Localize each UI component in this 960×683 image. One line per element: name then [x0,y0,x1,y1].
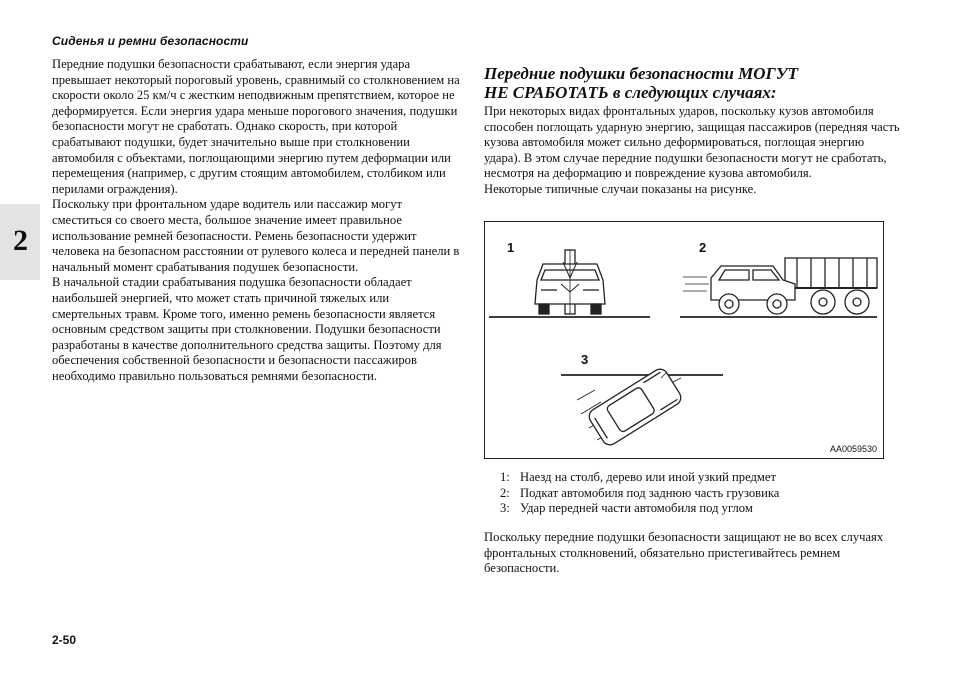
section-title-line2: НЕ СРАБОТАТЬ в следующих случаях: [484,83,777,102]
figure-label-2: 2 [699,240,707,255]
caption-number: 2: [500,485,510,500]
chapter-number: 2 [13,224,28,257]
section-title [484,64,904,102]
caption-number: 1: [500,470,510,484]
pole-impact-scene [489,250,650,317]
figure-label-1: 1 [507,240,515,255]
paragraph: Поскольку при фронтальном ударе водитель или пассажир могут сместиться со своего места, большое значение имеет правильное использование ремней безопасности. Ремень безопасности удержит человека на безопасном расстоянии от рулевого колеса и передней панели в начальный момент срабатывания подушек безопасности. [52,197,460,274]
safety-note: Поскольку передние подушки безопасности защищают не во всех случаях фронтальных столкновений, обязательно пристегивайтесь ремнем безопасности. [484,530,884,576]
page-number: 2-50 [52,633,77,647]
figure-code: AA0059530 [829,444,877,454]
figure-captions [500,470,900,517]
section-body [484,104,904,198]
caption-number: 3: [500,501,510,516]
paragraph: Передние подушки безопасности срабатывают, если энергия удара превышает некоторый пороговый уровень, сравнимый со столкновением на скорости около 25 км/ч с жестким неподвижным препятствием, которое не деформируется. Если энергия удара меньше порогового значения, подушки безопасности могут не сработать. Однако скорость, при которой срабатывают подушки, будет значительно выше при столкновении автомобиля с объектами, поглощающими энергию путем деформации или перемещения (например, с другим стоящим автомобилем, столбиком или перилами ограждения). [52,57,460,196]
paragraph: При некоторых видах фронтальных ударов, поскольку кузов автомобиля способен поглощать ударную энергию, защищая пассажиров (передняя часть кузова автомобиля может сильно деформироваться, поглощая энергию удара). В этом случае передние подушки безопасности могут не сработать, несмотря на деформацию и повреждение кузова автомобиля. [484,104,900,181]
caption-text: Удар передней части автомобиля под углом [520,501,753,516]
paragraph: В начальной стадии срабатывания подушка безопасности обладает наибольшей энергией, что может стать причиной тяжелых или смертельных травм. Кроме того, именно ремень безопасности является основным средством защиты при столкновении. Подушки безопасности разработаны в качестве дополнительного средства защиты. Поэтому для обеспечения собственной безопасности и безопасности пассажиров необходимо правильно пользоваться ремнями безопасности. [52,275,442,383]
right-column [484,64,904,198]
figure-label-3: 3 [581,352,589,367]
left-column [52,57,462,384]
running-header: Сиденья и ремни безопасности [52,34,249,48]
caption-text: Подкат автомобиля под заднюю часть грузовика [520,485,780,500]
list-item [500,486,900,502]
list-item [500,501,900,517]
paragraph: Некоторые типичные случаи показаны на рисунке. [484,181,757,196]
collision-illustration [484,221,884,459]
list-item [500,470,900,486]
section-title-line1: Передние подушки безопасности МОГУТ [484,64,798,83]
caption-text: Наезд на столб, дерево или иной узкий предмет [520,470,776,484]
collision-drawing [485,222,883,458]
angled-impact-scene [561,366,723,448]
truck-underride-scene [680,258,877,317]
